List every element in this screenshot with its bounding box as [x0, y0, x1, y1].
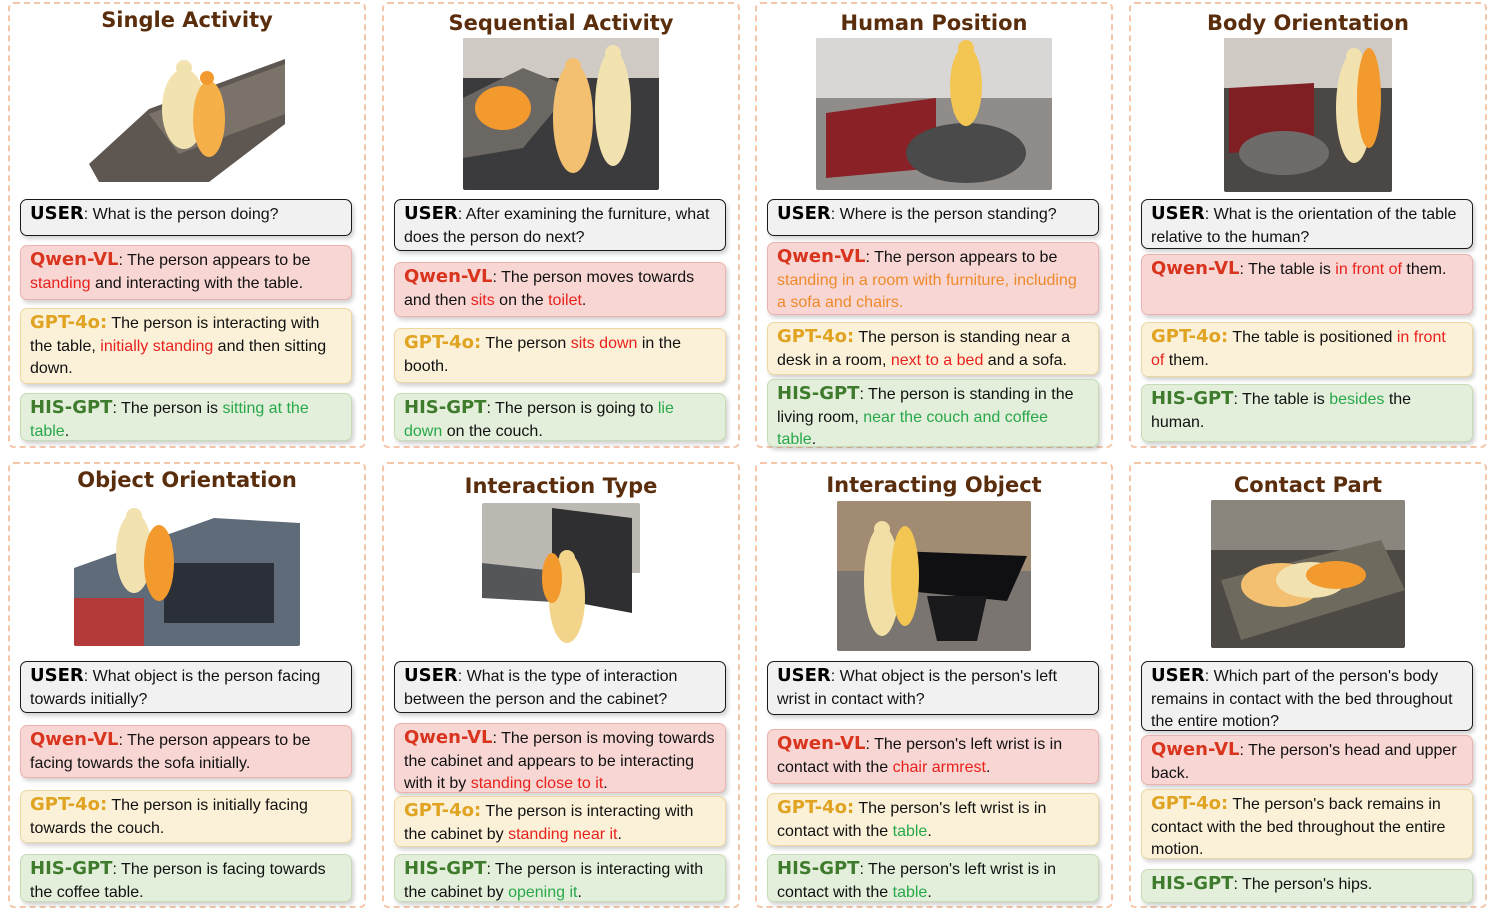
- gpt-answer: [1141, 322, 1473, 377]
- answer-segment: : The person's head and upper back.: [1151, 742, 1457, 782]
- gpt-label: GPT-4o:: [30, 312, 108, 333]
- gpt-answer: [20, 308, 352, 384]
- highlighted-phrase: toilet: [548, 291, 582, 309]
- panel-title: Interaction Type: [464, 474, 658, 498]
- answer-segment: : The person moves towards and then: [404, 269, 695, 309]
- answer-segment: The person is initially facing towards the couch.: [30, 797, 308, 837]
- gpt-answer: [767, 322, 1099, 375]
- panel-interaction-type: [382, 462, 740, 908]
- user-question: [394, 661, 726, 713]
- qwen-label: Qwen-VL: [1151, 739, 1240, 760]
- gpt-answer: [394, 328, 726, 383]
- qwen-label: Qwen-VL: [404, 727, 493, 748]
- panel-title: Contact Part: [1233, 473, 1383, 497]
- answer-segment: The person's left wrist is in contact with the: [777, 800, 1047, 840]
- his-answer: [767, 854, 1099, 902]
- answer-segment: : The person is: [112, 400, 223, 417]
- scene-image: [74, 508, 300, 646]
- highlighted-phrase: table: [892, 883, 928, 901]
- user-text: : What is the person doing?: [83, 206, 279, 223]
- highlighted-phrase: sits down: [570, 335, 638, 352]
- scene-image: [463, 38, 659, 190]
- scene-image: [1211, 500, 1405, 648]
- answer-segment: .: [64, 422, 70, 440]
- highlighted-phrase: standing in a room with furniture, including a sofa and chairs.: [777, 271, 1077, 311]
- answer-segment: and a sofa.: [983, 351, 1067, 369]
- answer-segment: .: [811, 431, 817, 447]
- panel-title: Interacting Object: [826, 473, 1042, 497]
- user-question: [394, 199, 726, 251]
- highlighted-phrase: in front of: [1151, 329, 1446, 369]
- user-question: [20, 661, 352, 713]
- panel-interacting-object: [755, 462, 1113, 908]
- answer-segment: The person is interacting with the cabinet by: [404, 803, 694, 843]
- his-label: HIS-GPT: [404, 858, 487, 879]
- qwen-label: Qwen-VL: [777, 733, 866, 754]
- qwen-label: Qwen-VL: [404, 266, 493, 287]
- user-text: : Where is the person standing?: [830, 206, 1057, 223]
- user-question: [1141, 199, 1473, 249]
- highlighted-phrase: sitting at the table: [30, 400, 309, 440]
- user-text: : What object is the person's left wrist in contact with?: [777, 668, 1058, 708]
- his-answer: [394, 854, 726, 902]
- highlighted-phrase: sits: [470, 291, 495, 309]
- answer-segment: the human.: [1151, 391, 1412, 431]
- qwen-answer: [767, 729, 1099, 784]
- gpt-answer: [394, 796, 726, 847]
- user-question: [20, 199, 352, 236]
- gpt-answer: [767, 793, 1099, 846]
- highlighted-phrase: table: [892, 822, 928, 840]
- answer-segment: .: [927, 822, 932, 840]
- highlighted-phrase: standing: [30, 274, 91, 292]
- scene-image: [816, 38, 1052, 190]
- qwen-answer: [394, 262, 726, 317]
- answer-segment: : The person's left wrist is in contact with the: [777, 736, 1063, 776]
- answer-segment: and then sitting down.: [30, 337, 327, 377]
- highlighted-phrase: next to a bed: [890, 351, 984, 369]
- answer-segment: The person is interacting with the table,: [30, 315, 320, 355]
- panel-title: Sequential Activity: [448, 11, 674, 35]
- his-answer: [1141, 869, 1473, 903]
- gpt-label: GPT-4o:: [404, 800, 482, 821]
- answer-segment: .: [603, 775, 608, 792]
- user-text: : What object is the person facing towards initially?: [30, 668, 321, 708]
- panel-body-orientation: [1129, 2, 1487, 448]
- gpt-label: GPT-4o:: [30, 794, 108, 815]
- user-question: [767, 661, 1099, 715]
- answer-segment: : The person is facing towards the coffee table.: [30, 861, 326, 901]
- user-label: USER: [30, 665, 84, 686]
- highlighted-phrase: initially standing: [100, 337, 214, 355]
- answer-segment: and interacting with the table.: [90, 274, 304, 292]
- panel-title: Body Orientation: [1207, 11, 1409, 35]
- answer-segment: .: [985, 758, 991, 776]
- his-label: HIS-GPT: [1151, 388, 1234, 409]
- scene-image: [1224, 38, 1392, 192]
- answer-segment: : The person's hips.: [1233, 876, 1373, 893]
- user-text: : After examining the furniture, what does the person do next?: [404, 206, 710, 246]
- user-label: USER: [1151, 203, 1205, 224]
- answer-segment: The person: [481, 335, 571, 352]
- user-text: : What is the orientation of the table relative to the human?: [1151, 206, 1457, 246]
- answer-segment: : The table is: [1233, 391, 1330, 408]
- answer-segment: .: [577, 883, 582, 901]
- panel-title: Human Position: [840, 11, 1028, 35]
- user-label: USER: [404, 665, 458, 686]
- panel-contact-part: [1129, 462, 1487, 908]
- answer-segment: .: [617, 825, 622, 843]
- qwen-answer: [1141, 735, 1473, 785]
- gpt-answer: [20, 790, 352, 843]
- user-text: : Which part of the person's body remains in contact with the bed throughout the entire motion?: [1151, 668, 1453, 730]
- panel-human-position: [755, 2, 1113, 448]
- answer-segment: on the couch.: [442, 422, 543, 440]
- qwen-answer: [20, 725, 352, 778]
- highlighted-phrase: in front of: [1335, 261, 1402, 278]
- user-label: USER: [1151, 665, 1205, 686]
- qwen-text: [1240, 261, 1447, 278]
- user-label: USER: [404, 203, 458, 224]
- highlighted-phrase: standing near it: [508, 825, 618, 843]
- answer-segment: them.: [1164, 351, 1209, 369]
- panel-sequential-activity: [382, 2, 740, 448]
- his-text: [1233, 876, 1372, 893]
- his-label: HIS-GPT: [30, 397, 113, 418]
- highlighted-phrase: standing close to it: [470, 775, 604, 792]
- his-label: HIS-GPT: [777, 383, 860, 404]
- answer-segment: : The person appears to be facing towards the sofa initially.: [30, 732, 311, 772]
- answer-segment: them.: [1401, 261, 1447, 278]
- answer-segment: on the: [494, 291, 549, 309]
- answer-segment: : The person is going to: [486, 400, 658, 417]
- answer-segment: The table is positioned: [1228, 329, 1397, 346]
- highlighted-phrase: lie down: [404, 400, 674, 440]
- user-question: [1141, 661, 1473, 731]
- gpt-label: GPT-4o:: [777, 326, 855, 347]
- qwen-label: Qwen-VL: [30, 729, 119, 750]
- highlighted-phrase: chair armrest: [892, 758, 986, 776]
- panel-title: Object Orientation: [77, 468, 297, 492]
- panel-single-activity: [8, 2, 366, 448]
- answer-segment: The person is standing near a desk in a room,: [777, 329, 1071, 369]
- user-label: USER: [777, 203, 831, 224]
- answer-segment: .: [581, 291, 587, 309]
- gpt-label: GPT-4o:: [777, 797, 855, 818]
- qwen-label: Qwen-VL: [777, 246, 866, 267]
- answer-segment: : The person is interacting with the cabinet by: [404, 861, 704, 901]
- scene-image: [837, 501, 1031, 651]
- his-answer: [1141, 384, 1473, 442]
- his-answer: [394, 393, 726, 441]
- answer-segment: : The person is standing in the living room,: [777, 386, 1074, 426]
- scene-image: [482, 503, 640, 649]
- gpt-label: GPT-4o:: [404, 332, 482, 353]
- his-answer: [767, 379, 1099, 447]
- his-answer: [20, 854, 352, 902]
- qwen-answer: [394, 723, 726, 793]
- user-text: : What is the type of interaction between the person and the cabinet?: [404, 668, 678, 708]
- answer-segment: : The person appears to be: [118, 252, 311, 269]
- panel-object-orientation: [8, 462, 366, 908]
- highlighted-phrase: opening it: [508, 883, 578, 901]
- his-label: HIS-GPT: [777, 858, 860, 879]
- qwen-answer: [20, 245, 352, 300]
- panel-title: Single Activity: [101, 8, 273, 32]
- answer-segment: : The person's left wrist is in contact with the: [777, 861, 1057, 901]
- his-label: HIS-GPT: [1151, 873, 1234, 894]
- his-answer: [20, 393, 352, 441]
- highlighted-phrase: besides: [1329, 391, 1385, 408]
- his-label: HIS-GPT: [404, 397, 487, 418]
- user-label: USER: [777, 665, 831, 686]
- user-label: USER: [30, 203, 84, 224]
- qwen-label: Qwen-VL: [30, 249, 119, 270]
- his-label: HIS-GPT: [30, 858, 113, 879]
- gpt-label: GPT-4o:: [1151, 793, 1229, 814]
- answer-segment: : The person is moving towards the cabinet and appears to be interacting with it by: [404, 730, 715, 792]
- user-question: [767, 199, 1099, 236]
- qwen-answer: [1141, 254, 1473, 315]
- answer-segment: : The person appears to be: [865, 249, 1058, 266]
- qwen-answer: [767, 242, 1099, 315]
- gpt-label: GPT-4o:: [1151, 326, 1229, 347]
- gpt-answer: [1141, 789, 1473, 859]
- answer-segment: .: [927, 883, 932, 901]
- qwen-label: Qwen-VL: [1151, 258, 1240, 279]
- answer-segment: in the booth.: [404, 335, 682, 375]
- answer-segment: The person's back remains in contact with the bed throughout the entire motion.: [1151, 796, 1446, 858]
- highlighted-phrase: near the couch and coffee table: [777, 408, 1048, 447]
- answer-segment: : The table is: [1239, 261, 1336, 278]
- scene-image: [89, 54, 285, 182]
